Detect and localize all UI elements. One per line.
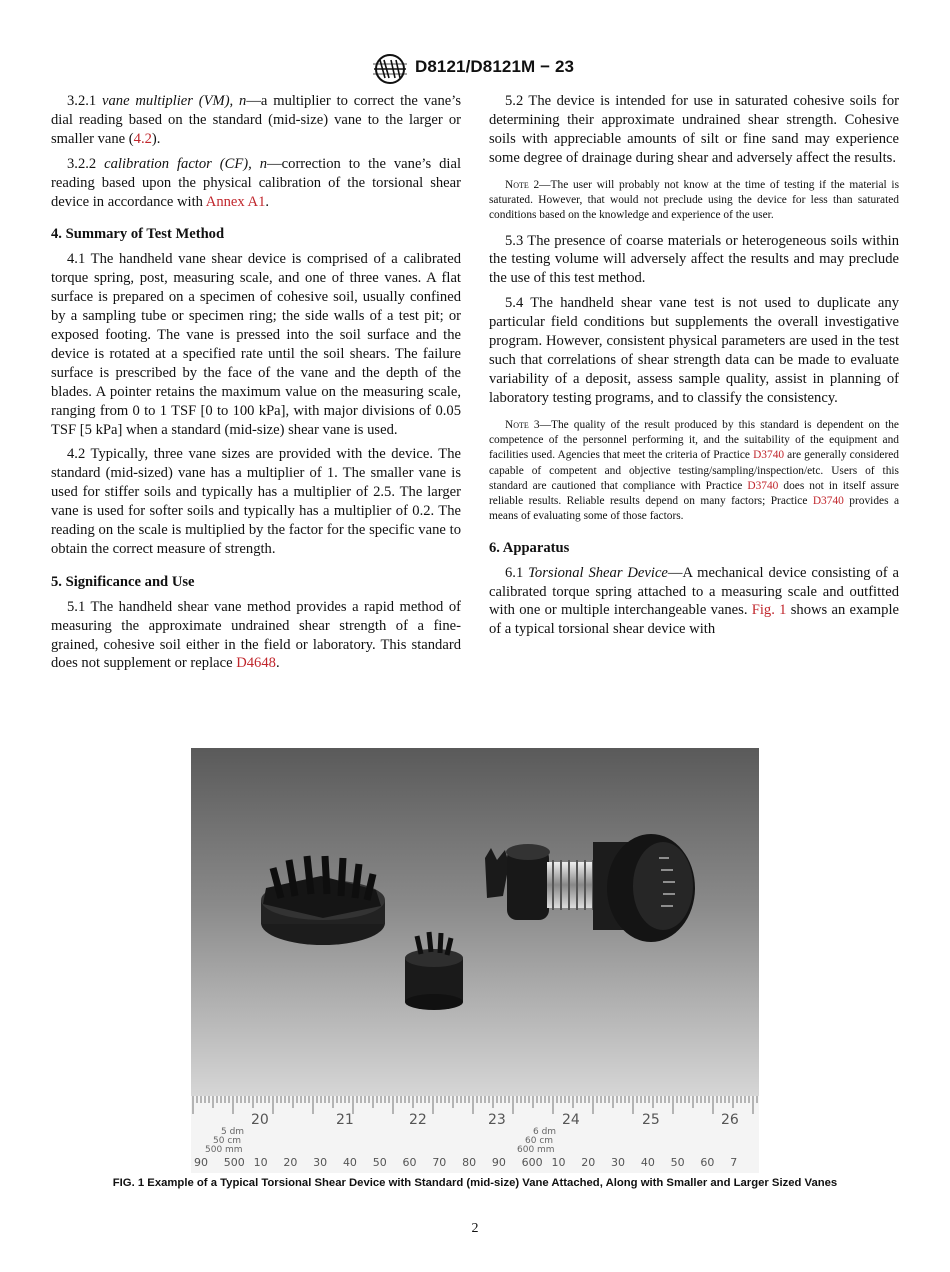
device-photo: [191, 748, 759, 1096]
ruler-unit-mm: 500 mm: [205, 1145, 243, 1155]
ruler-unit-dm: 6 dm: [533, 1127, 557, 1137]
ruler-label: 20: [251, 1112, 269, 1128]
ruler-scale-label: 60: [402, 1156, 417, 1169]
section-6-1: 6.1 Torsional Shear Device—A mechanical device consisting of a calibrated torque spring attached to a measuring scale and outfitted with one or multiple interchangeable vanes. Fig. 1 shows an example of a typical torsional shear device with: [489, 564, 900, 638]
link-d4648[interactable]: D4648: [236, 655, 276, 672]
note-2: Note 2—The user will probably not know at the time of testing if the material is saturated. However, that would not preclude using the device for less than saturated conditions based on the knowledge and experience of the user.: [489, 178, 899, 222]
section-5-3: 5.3 The presence of coarse materials or heterogeneous soils within the testing volume will adversely affect the results and may preclude the use of this test method.: [489, 232, 899, 287]
ruler-label: 24: [562, 1112, 580, 1128]
link-d3740[interactable]: D3740: [812, 495, 844, 508]
link-fig-1[interactable]: Fig. 1: [751, 602, 787, 619]
ruler-label: 25: [642, 1112, 660, 1128]
ruler-unit-dm: 5 dm: [221, 1127, 245, 1137]
ruler-scale-label: 20: [581, 1156, 596, 1169]
section-3-2-2: 3.2.2 calibration factor (CF), n—correction to the vane’s dial reading based upon the physical calibration of the torsional shear device in accordance with Annex A1.: [51, 155, 462, 210]
link-d3740[interactable]: D3740: [753, 449, 785, 462]
right-column: [489, 92, 899, 639]
ruler-label: 23: [488, 1112, 506, 1128]
ruler-label: 26: [721, 1112, 739, 1128]
ruler-scale-label: 30: [611, 1156, 626, 1169]
ruler-scale-label: 500: [223, 1156, 245, 1169]
page-number: 2: [471, 1221, 479, 1236]
ruler-scale-label: 10: [551, 1156, 566, 1169]
heading-section-6: 6. Apparatus: [489, 539, 570, 556]
link-d3740[interactable]: D3740: [747, 479, 779, 492]
heading-section-5: 5. Significance and Use: [51, 573, 195, 590]
section-4-2: 4.2 Typically, three vane sizes are provided with the device. The standard (mid-sized) vane has a multiplier of 1. The smaller vane is used for stiffer soils and typically has a multiplier of 2.5. The larger vane is used for softer soils and typically has a multiplier of 0.2. The reading on the scale is multiplied by the factor for the specific vane to obtain the correct measure of strength.: [51, 446, 461, 557]
ruler-scale-label: 70: [432, 1156, 447, 1169]
astm-logo-icon: [371, 52, 409, 86]
link-annex-a1[interactable]: Annex A1: [205, 193, 266, 210]
left-column: [51, 92, 461, 673]
heading-section-4: 4. Summary of Test Method: [51, 226, 225, 243]
section-4-1: 4.1 The handheld vane shear device is comprised of a calibrated torque spring, post, measuring scale, and one of three vanes. A flat surface is prepared on a specimen of cohesive soil, usually confined by a sampling tube or specimen ring; the side walls of a test pit; or exposed footing. The vane is pressed into the soil surface and the device is rotated at a specified rate until the soil shears. The failure surface is prescribed by the face of the vane and the depth of the blades. A pointer retains the maximum value on the measuring scale, ranging from 0 to 1 TSF [0 to 100 kPa], with major divisions of 0.05 TSF [5 kPa] when a standard (mid-size) shear vane is used.: [51, 251, 461, 438]
ruler-scale-label: 7: [730, 1156, 738, 1169]
ruler-scale-label: 50: [372, 1156, 387, 1169]
ruler-scale-label: 600: [521, 1156, 543, 1169]
page-header: [0, 52, 950, 86]
ruler-scale-label: 90: [194, 1156, 208, 1169]
ruler-scale-label: 50: [670, 1156, 685, 1169]
link-section-4-2[interactable]: 4.2: [133, 130, 152, 147]
section-5-1: 5.1 The handheld shear vane method provides a rapid method of measuring the approximate undrained shear strength of a fine-grained, cohesive soil either in the field or laboratory. This standard does not supplement or replace D4648.: [51, 598, 461, 672]
ruler-scale-label: 40: [342, 1156, 357, 1169]
ruler-label: 21: [336, 1112, 354, 1128]
ruler-scale-label: 20: [283, 1156, 298, 1169]
section-5-2: 5.2 The device is intended for use in saturated cohesive soils for determining their approximate undrained shear strength. Cohesive soils with appreciable amounts of silt or fine sand may experience some degree of drainage during shear and adversely affect the results.: [489, 93, 899, 166]
note-3: Note 3—The quality of the result produced by this standard is dependent on the competence of the personnel performing it, and the suitability of the equipment and facilities used. Agencies that meet the criteria of Practice D3740 are generally considered capable of competent and objective testing/sampling/inspection/etc. Users of this standard are cautioned that compliance with Practice D3740 does not in itself assure reliable results. Reliable results depend on many factors; Practice D3740 provides a means of evaluating some of those factors.: [489, 418, 900, 523]
ruler-unit-mm: 600 mm: [517, 1145, 555, 1155]
ruler-scale-label: 40: [640, 1156, 655, 1169]
ruler-scale-label: 10: [253, 1156, 268, 1169]
ruler-scale-label: 80: [462, 1156, 477, 1169]
figure-caption: FIG. 1 Example of a Typical Torsional Shear Device with Standard (mid-size) Vane Attached, Along with Smaller and Larger Sized Vanes: [112, 1177, 838, 1189]
document-title: D8121/D8121M − 23: [415, 57, 575, 76]
ruler-scale-label: 60: [700, 1156, 715, 1169]
ruler-unit-cm: 50 cm: [213, 1136, 242, 1146]
ruler-unit-cm: 60 cm: [525, 1136, 554, 1146]
measuring-ruler: [191, 1096, 759, 1173]
ruler-scale-label: 90: [491, 1156, 506, 1169]
ruler-scale-label: 30: [313, 1156, 328, 1169]
section-3-2-1: 3.2.1 vane multiplier (VM), n—a multiplier to correct the vane’s dial reading based on the standard (mid-size) vane to the larger or smaller vane (4.2).: [51, 93, 462, 147]
ruler-label: 22: [409, 1112, 427, 1128]
figure-1: [191, 748, 759, 1173]
section-5-4: 5.4 The handheld shear vane test is not used to duplicate any particular field conditions but supplements the overall investigative program. However, consistent physical parameters are used in the test such that correlations of shear strength data can be made to evaluate variability of a deposit, assess sample quality, assist in planning of laboratory testing programs, and to classify the consistency.: [489, 295, 899, 406]
